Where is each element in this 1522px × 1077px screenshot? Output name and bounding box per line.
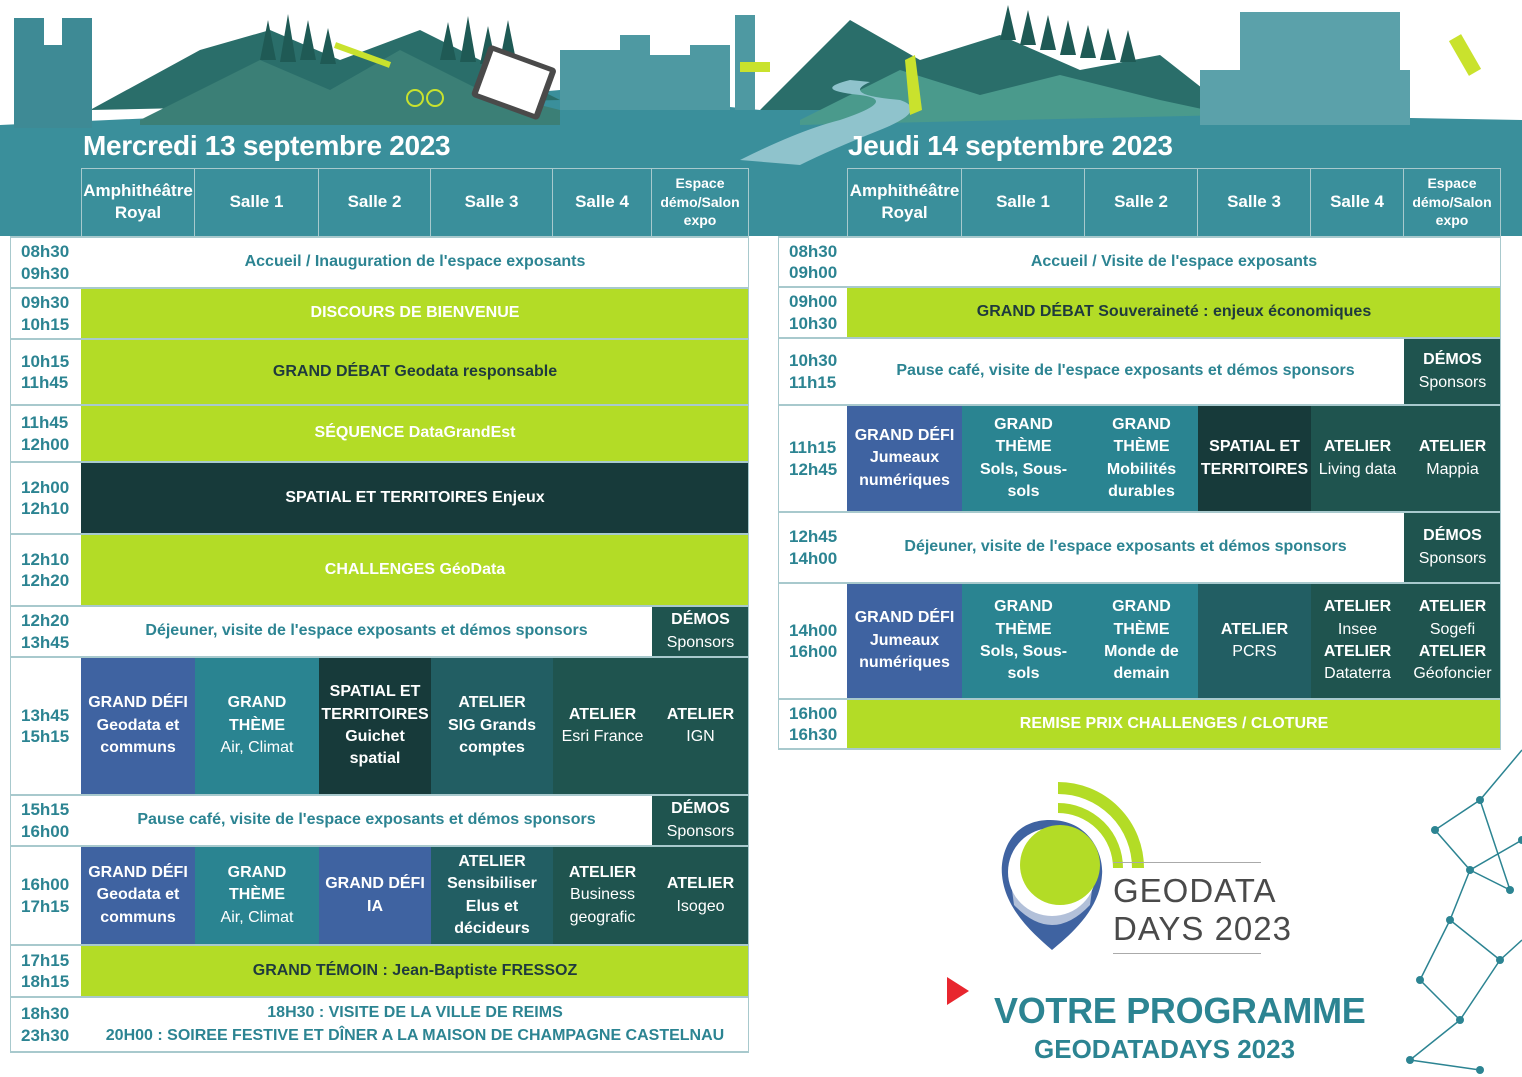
session-title: GRAND TÉMOIN : Jean-Baptiste FRESSOZ	[252, 961, 578, 979]
column-header: Salle 4	[553, 168, 652, 236]
time-end: 16h00	[789, 642, 838, 661]
session-cell	[553, 847, 652, 944]
time-slot	[10, 289, 80, 338]
session-detail: Air, Climat	[220, 739, 294, 757]
time-end: 10h15	[21, 314, 70, 334]
session-detail: Sponsors	[666, 822, 735, 840]
session-label-2: Mobilités durables	[1106, 460, 1177, 500]
session-cell	[431, 847, 553, 944]
session-cell	[847, 584, 962, 698]
time-slot	[10, 796, 80, 845]
time-end: 12h20	[21, 571, 70, 590]
session-title: GRAND DÉBAT Souveraineté : enjeux économiques	[976, 303, 1372, 321]
session-label-2: Sensibiliser Elus et décideurs	[447, 875, 537, 937]
time-end: 14h00	[789, 548, 838, 568]
session-cell	[847, 513, 1404, 582]
session-label: GRAND DÉFI IA	[325, 875, 425, 915]
time-slot	[778, 513, 847, 582]
session-label-2: Sols, Sous-sols	[979, 643, 1068, 683]
time-slot	[10, 340, 80, 404]
session-label: SPATIAL ET TERRITOIRES Guichet spatial	[321, 683, 429, 768]
session-cell	[652, 796, 749, 845]
time-slot	[10, 607, 80, 656]
session-detail: Insee	[1337, 620, 1378, 638]
session-label: ATELIER	[1323, 438, 1392, 456]
time-start: 13h45	[21, 705, 70, 725]
session-label: GRAND THÈME	[1112, 598, 1171, 638]
session-cell	[81, 847, 195, 944]
session-cell	[1198, 406, 1311, 511]
column-header: Salle 1	[962, 168, 1085, 236]
time-end: 10h30	[789, 313, 838, 333]
time-slot	[10, 535, 80, 605]
session-label-2: ATELIER	[1323, 643, 1392, 660]
time-end: 15h15	[21, 727, 70, 746]
header-top-line	[847, 168, 1501, 169]
session-label: ATELIER	[458, 852, 526, 870]
time-slot	[10, 406, 80, 461]
time-slot	[778, 288, 847, 337]
session-detail: IGN	[686, 728, 715, 745]
time-end: 12h00	[21, 434, 70, 454]
session-label: GRAND DÉFI Jumeaux numériques	[854, 609, 955, 672]
session-title: Accueil / Visite de l'espace exposants	[1030, 252, 1318, 270]
session-detail: Esri France	[561, 728, 644, 745]
time-slot	[778, 406, 847, 511]
session-label-2: Monde de demain	[1104, 643, 1179, 683]
session-label-2: ATELIER	[1418, 643, 1487, 660]
time-slot	[10, 998, 80, 1051]
session-cell	[1085, 406, 1198, 511]
time-start: 18h30	[21, 1004, 70, 1024]
session-detail: PCRS	[1232, 643, 1277, 660]
column-header: Amphithéâtre Royal	[847, 168, 962, 236]
time-end: 16h00	[21, 821, 70, 841]
time-end: 17h15	[21, 896, 70, 916]
session-cell	[1404, 584, 1501, 698]
session-label-2: SIG Grands comptes	[447, 716, 537, 757]
session-label: GRAND THÈME	[994, 415, 1053, 456]
session-detail-2: Géofoncier	[1413, 665, 1492, 683]
session-cell	[652, 847, 749, 944]
session-label: GRAND THÈME	[227, 863, 287, 904]
session-cell	[553, 658, 652, 794]
logo-rule-bottom	[1113, 953, 1261, 954]
time-start: 12h20	[21, 611, 70, 631]
session-detail: Business geografic	[569, 886, 636, 926]
session-label: ATELIER	[1220, 620, 1289, 638]
session-label: GRAND THÈME	[1112, 415, 1171, 456]
session-title: REMISE PRIX CHALLENGES / CLOTURE	[1019, 714, 1329, 732]
column-header: Amphithéâtre Royal	[81, 168, 195, 236]
session-title-line2: 20H00 : SOIREE FESTIVE ET DÎNER A LA MAISON DE CHAMPAGNE CASTELNAU	[105, 1026, 725, 1044]
logo-rule-top	[1113, 862, 1261, 863]
session-detail: Sponsors	[1418, 373, 1487, 391]
session-detail: Isogeo	[676, 897, 725, 915]
column-header: Salle 2	[319, 168, 431, 236]
session-label: GRAND THÈME	[994, 598, 1053, 638]
session-detail: Living data	[1318, 460, 1397, 478]
session-label: ATELIER	[666, 875, 735, 893]
session-cell	[81, 535, 749, 605]
day2-title: Jeudi 14 septembre 2023	[848, 130, 1173, 161]
session-cell	[1404, 339, 1501, 404]
time-start: 10h15	[21, 351, 70, 371]
time-start: 17h15	[21, 950, 70, 970]
time-start: 08h30	[21, 242, 70, 262]
session-cell	[1404, 513, 1501, 582]
time-start: 12h45	[789, 527, 838, 547]
row-separator	[778, 748, 1501, 750]
session-label: DÉMOS	[1423, 527, 1482, 545]
session-label: DÉMOS	[671, 611, 730, 629]
time-start: 12h00	[21, 477, 70, 497]
time-slot	[10, 658, 80, 794]
column-header: Salle 3	[431, 168, 553, 236]
session-title: Pause café, visite de l'espace exposants et démos sponsors	[896, 362, 1355, 380]
time-end: 09h30	[21, 263, 70, 283]
header-top-line	[81, 168, 749, 169]
session-cell	[319, 658, 431, 794]
session-cell	[1311, 406, 1404, 511]
session-cell	[962, 584, 1085, 698]
session-detail: Sogefi	[1429, 620, 1476, 638]
column-header: Salle 1	[195, 168, 319, 236]
session-label: DÉMOS	[1423, 351, 1482, 369]
session-cell	[847, 238, 1501, 286]
session-title: Déjeuner, visite de l'espace exposants et démos sponsors	[145, 622, 588, 640]
session-title: Accueil / Inauguration de l'espace exposants	[244, 253, 586, 271]
session-cell	[847, 339, 1404, 404]
day1-title: Mercredi 13 septembre 2023	[83, 130, 451, 161]
column-header: Salle 2	[1085, 168, 1198, 236]
session-cell	[81, 406, 749, 461]
session-detail: Sponsors	[666, 633, 735, 651]
session-label-2: Sols, Sous-sols	[979, 460, 1068, 500]
programme-title: VOTRE PROGRAMME	[994, 990, 1366, 1031]
session-cell	[431, 658, 553, 794]
session-label: DÉMOS	[671, 800, 730, 818]
time-end: 18h15	[21, 972, 70, 991]
session-label: GRAND DÉFI Geodata et communs	[88, 863, 188, 926]
session-cell	[81, 463, 749, 533]
session-cell	[81, 796, 652, 845]
session-cell	[319, 847, 431, 944]
time-start: 08h30	[789, 241, 838, 261]
session-cell	[81, 238, 749, 287]
time-slot	[10, 946, 80, 996]
session-cell	[81, 289, 749, 338]
time-slot	[778, 584, 847, 698]
session-title: CHALLENGES GéoData	[324, 560, 506, 578]
session-label: ATELIER	[1418, 438, 1487, 456]
time-start: 11h15	[789, 438, 837, 458]
session-label: SPATIAL ET TERRITOIRES	[1200, 438, 1309, 478]
time-end: 16h30	[789, 725, 838, 744]
session-label: ATELIER	[568, 863, 637, 881]
programme-subtitle: GEODATADAYS 2023	[1034, 1034, 1296, 1064]
session-cell	[1198, 584, 1311, 698]
session-title: 18H30 : VISITE DE LA VILLE DE REIMS	[267, 1004, 563, 1022]
time-slot	[10, 238, 80, 287]
session-detail-2: Dataterra	[1324, 665, 1391, 683]
session-title: Déjeuner, visite de l'espace exposants et démos sponsors	[904, 538, 1347, 556]
column-header: Salle 4	[1311, 168, 1404, 236]
logo-text-days: DAYS 2023	[1113, 910, 1292, 947]
session-cell	[652, 607, 749, 656]
session-cell	[81, 946, 749, 996]
time-start: 11h45	[21, 413, 69, 433]
time-slot	[10, 463, 80, 533]
time-start: 09h30	[21, 293, 70, 313]
logo-text-geodata: GEODATA	[1113, 872, 1277, 909]
column-header: Salle 3	[1198, 168, 1311, 236]
session-label: ATELIER	[666, 705, 735, 723]
time-start: 09h00	[789, 292, 838, 312]
time-end: 23h30	[21, 1025, 70, 1045]
session-title: DISCOURS DE BIENVENUE	[310, 304, 520, 322]
time-start: 15h15	[21, 800, 70, 820]
session-label: GRAND THÈME	[227, 694, 287, 734]
session-cell	[1404, 406, 1501, 511]
time-end: 11h45	[21, 373, 69, 392]
column-header: Espace démo/Salon expo	[652, 168, 749, 236]
session-title: GRAND DÉBAT Geodata responsable	[272, 362, 558, 380]
session-detail: Sponsors	[1418, 549, 1487, 567]
time-end: 11h15	[789, 372, 837, 392]
session-cell	[81, 340, 749, 404]
time-slot	[778, 700, 847, 748]
time-end: 12h45	[789, 459, 838, 479]
session-cell	[1311, 584, 1404, 698]
time-start: 16h00	[21, 875, 70, 895]
session-cell	[81, 607, 652, 656]
time-slot	[778, 339, 847, 404]
time-start: 12h10	[21, 549, 70, 569]
time-start: 16h00	[789, 703, 838, 723]
session-cell	[962, 406, 1085, 511]
session-cell	[847, 288, 1501, 337]
session-cell	[652, 658, 749, 794]
session-label: ATELIER	[1323, 598, 1392, 616]
time-start: 14h00	[789, 620, 838, 640]
session-label: ATELIER	[568, 705, 637, 723]
time-end: 13h45	[21, 632, 70, 652]
session-cell	[195, 847, 319, 944]
session-label: ATELIER	[1418, 598, 1487, 616]
session-title: SPATIAL ET TERRITOIRES Enjeux	[285, 488, 545, 506]
play-arrow-icon	[947, 977, 969, 1005]
session-detail: Air, Climat	[220, 908, 294, 926]
session-cell	[1085, 584, 1198, 698]
network-graph-decoration	[1400, 740, 1522, 1077]
session-label: GRAND DÉFI Geodata et communs	[88, 694, 188, 757]
session-label: GRAND DÉFI Jumeaux numériques	[854, 426, 955, 489]
row-separator	[10, 1051, 749, 1053]
column-header: Espace démo/Salon expo	[1404, 168, 1501, 236]
time-end: 09h00	[789, 263, 838, 282]
time-start: 10h30	[789, 351, 838, 371]
session-cell	[81, 998, 749, 1051]
session-title: Pause café, visite de l'espace exposants et démos sponsors	[137, 811, 596, 829]
time-slot	[10, 847, 80, 944]
time-slot	[778, 238, 847, 286]
session-label: ATELIER	[458, 694, 526, 712]
session-cell	[847, 406, 962, 511]
session-detail: Mappia	[1426, 460, 1479, 478]
session-title: SÉQUENCE DataGrandEst	[314, 424, 516, 442]
session-cell	[81, 658, 195, 794]
session-cell	[195, 658, 319, 794]
time-end: 12h10	[21, 499, 70, 518]
